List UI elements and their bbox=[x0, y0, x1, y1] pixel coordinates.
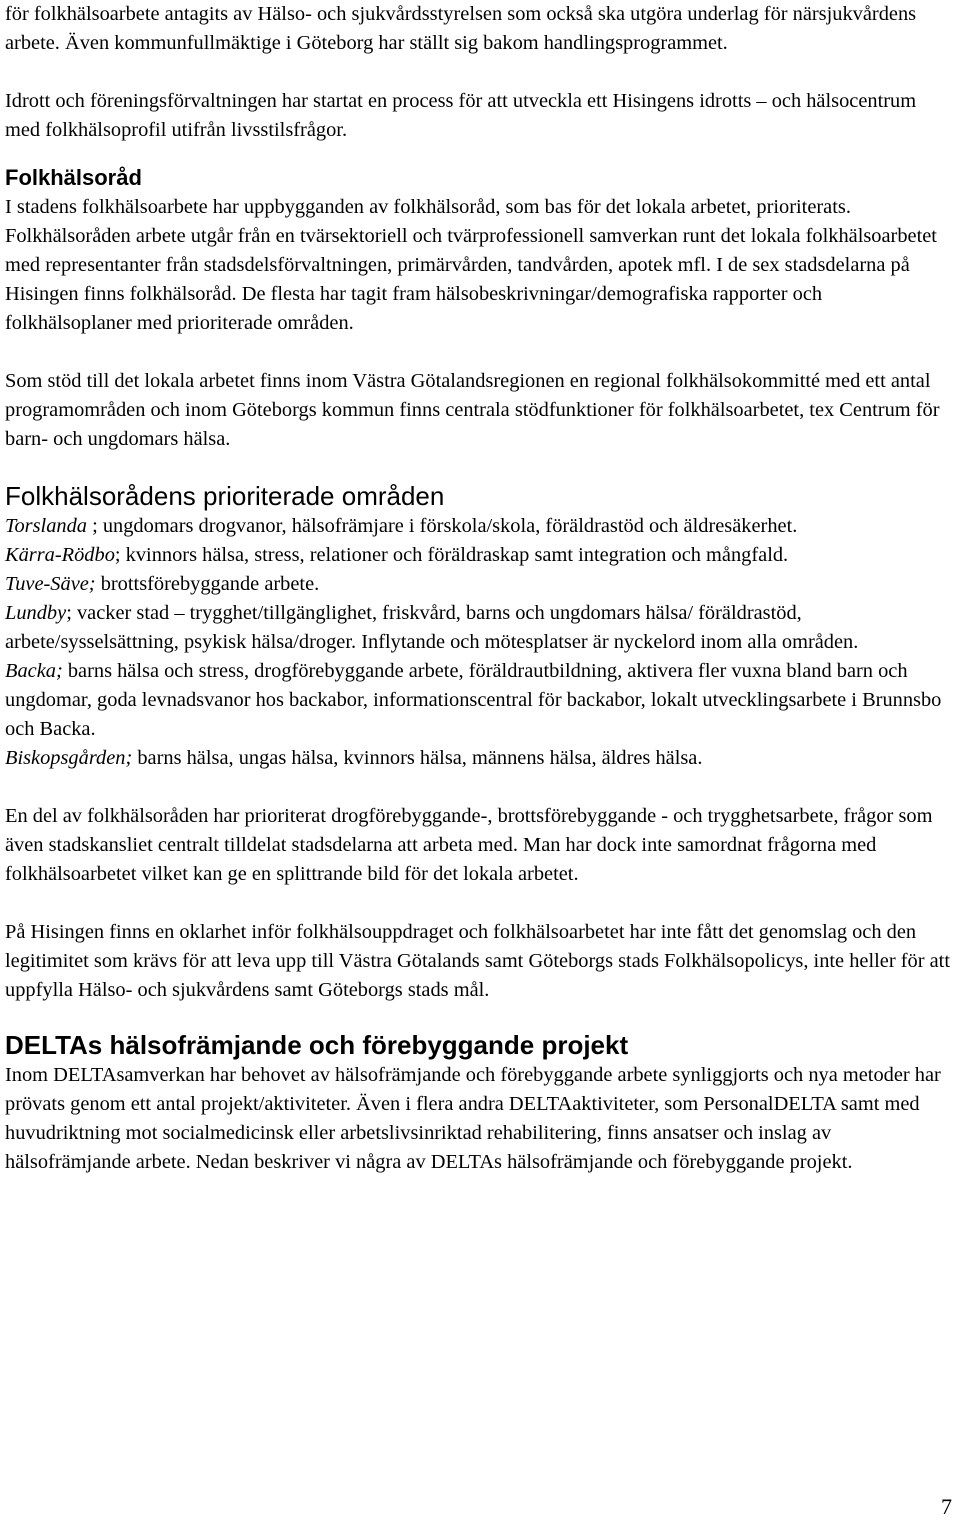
heading-prioriterade-omraden: Folkhälsorådens prioriterade områden bbox=[5, 481, 445, 511]
prioriterade-paragraph-2: På Hisingen finns en oklarhet inför folkhälsouppdraget och folkhälsoarbetet har inte fått det genomslag och den legitimitet som krävs för att leva upp till Västra Götalands samt Göteborgs stads Folkhälsopolicys, inte heller för att uppfylla Hälso- och sjukvårdens samt Göteborgs stads mål. bbox=[5, 921, 950, 1001]
delta-paragraph-1: Inom DELTAsamverkan har behovet av hälsofrämjande och förebyggande arbete synliggjorts och nya metoder har prövats genom ett antal projekt/aktiviteter. Även i flera andra DELTAaktiviteter, som PersonalDELTA samt med huvudriktning mot socialmedicinsk eller arbetslivsinriktad rehabilitering, finns ansatser och inslag av hälsofrämjande arbete. Nedan beskriver vi några av DELTAs hälsofrämjande och förebyggande projekt. bbox=[5, 1064, 941, 1173]
area-torslanda bbox=[5, 512, 953, 541]
area-name: Tuve-Säve; bbox=[5, 573, 96, 595]
area-name: Backa; bbox=[5, 660, 63, 682]
intro-paragraph-1: för folkhälsoarbete antagits av Hälso- och sjukvårdsstyrelsen som också ska utgöra underlag för närsjukvårdens arbete. Även kommunfullmäktige i Göteborg har ställt sig bakom handlingsprogrammet. bbox=[5, 3, 917, 54]
area-text: ; kvinnors hälsa, stress, relationer och föräldraskap samt integration och mångfald. bbox=[114, 544, 789, 566]
area-biskopsgarden bbox=[5, 744, 953, 773]
heading-folkhalsorad: Folkhälsoråd bbox=[5, 165, 142, 190]
area-text: ; vacker stad – trygghet/tillgänglighet, friskvård, barns och ungdomars hälsa/ föräldrastöd, arbete/sysselsättning, psykisk hälsa/droger. Inflytande och mötesplatser är nyckelord inom alla områden. bbox=[5, 602, 859, 653]
page-number: 7 bbox=[941, 1494, 952, 1519]
prioriterade-paragraph-1: En del av folkhälsoråden har prioriterat drogförebyggande-, brottsförebyggande - och trygghetsarbete, frågor som även stadskansliet centralt tilldelat stadsdelarna att arbeta med. Man har dock inte samordnat frågorna med folkhälsoarbetet vilket kan ge en splittrande bild för det lokala arbetet. bbox=[5, 805, 933, 885]
document-page bbox=[5, 0, 953, 1177]
area-name: Torslanda bbox=[5, 515, 87, 537]
area-text: barns hälsa, ungas hälsa, kvinnors hälsa, männens hälsa, äldres hälsa. bbox=[132, 747, 703, 769]
area-text: brottsförebyggande arbete. bbox=[95, 573, 320, 595]
folkhalsorad-paragraph-1: I stadens folkhälsoarbete har uppbygganden av folkhälsoråd, som bas för det lokala arbetet, prioriterats. Folkhälsoråden arbete utgår från en tvärsektoriell och tvärprofessionell samverkan runt det lokala folkhälsoarbetet med representanter från stadsdelsförvaltningen, primärvården, tandvården, apotek mfl. I de sex stadsdelarna på Hisingen finns folkhälsoråd. De flesta har tagit fram hälsobeskrivningar/demografiska rapporter och folkhälsoplaner med prioriterade områden. bbox=[5, 196, 937, 334]
area-text: ; ungdomars drogvanor, hälsofrämjare i förskola/skola, föräldrastöd och äldresäkerhet. bbox=[86, 515, 798, 537]
area-name: Biskopsgården; bbox=[5, 747, 133, 769]
area-name: Kärra-Rödbo bbox=[5, 544, 115, 566]
heading-delta-projekt: DELTAs hälsofrämjande och förebyggande projekt bbox=[5, 1030, 629, 1060]
area-text: barns hälsa och stress, drogförebyggande arbete, föräldrautbildning, aktivera fler vuxna bland barn och ungdomar, goda levnadsvanor hos backabor, informationscentral för backabor, lokalt utvecklingsarbete i Brunnsbo och Backa. bbox=[5, 660, 942, 740]
intro-paragraph-2: Idrott och föreningsförvaltningen har startat en process för att utveckla ett Hisingens idrotts – och hälsocentrum med folkhälsoprofil utifrån livsstilsfrågor. bbox=[5, 90, 917, 141]
area-name: Lundby bbox=[5, 602, 67, 624]
area-tuve-save bbox=[5, 570, 953, 599]
folkhalsorad-paragraph-2: Som stöd till det lokala arbetet finns inom Västra Götalandsregionen en regional folkhälsokommitté med ett antal programområden och inom Göteborgs kommun finns centrala stödfunktioner för folkhälsoarbetet, tex Centrum för barn- och ungdomars hälsa. bbox=[5, 370, 940, 450]
area-lundby bbox=[5, 599, 953, 657]
area-backa bbox=[5, 657, 953, 744]
area-karra-rodbo bbox=[5, 541, 953, 570]
